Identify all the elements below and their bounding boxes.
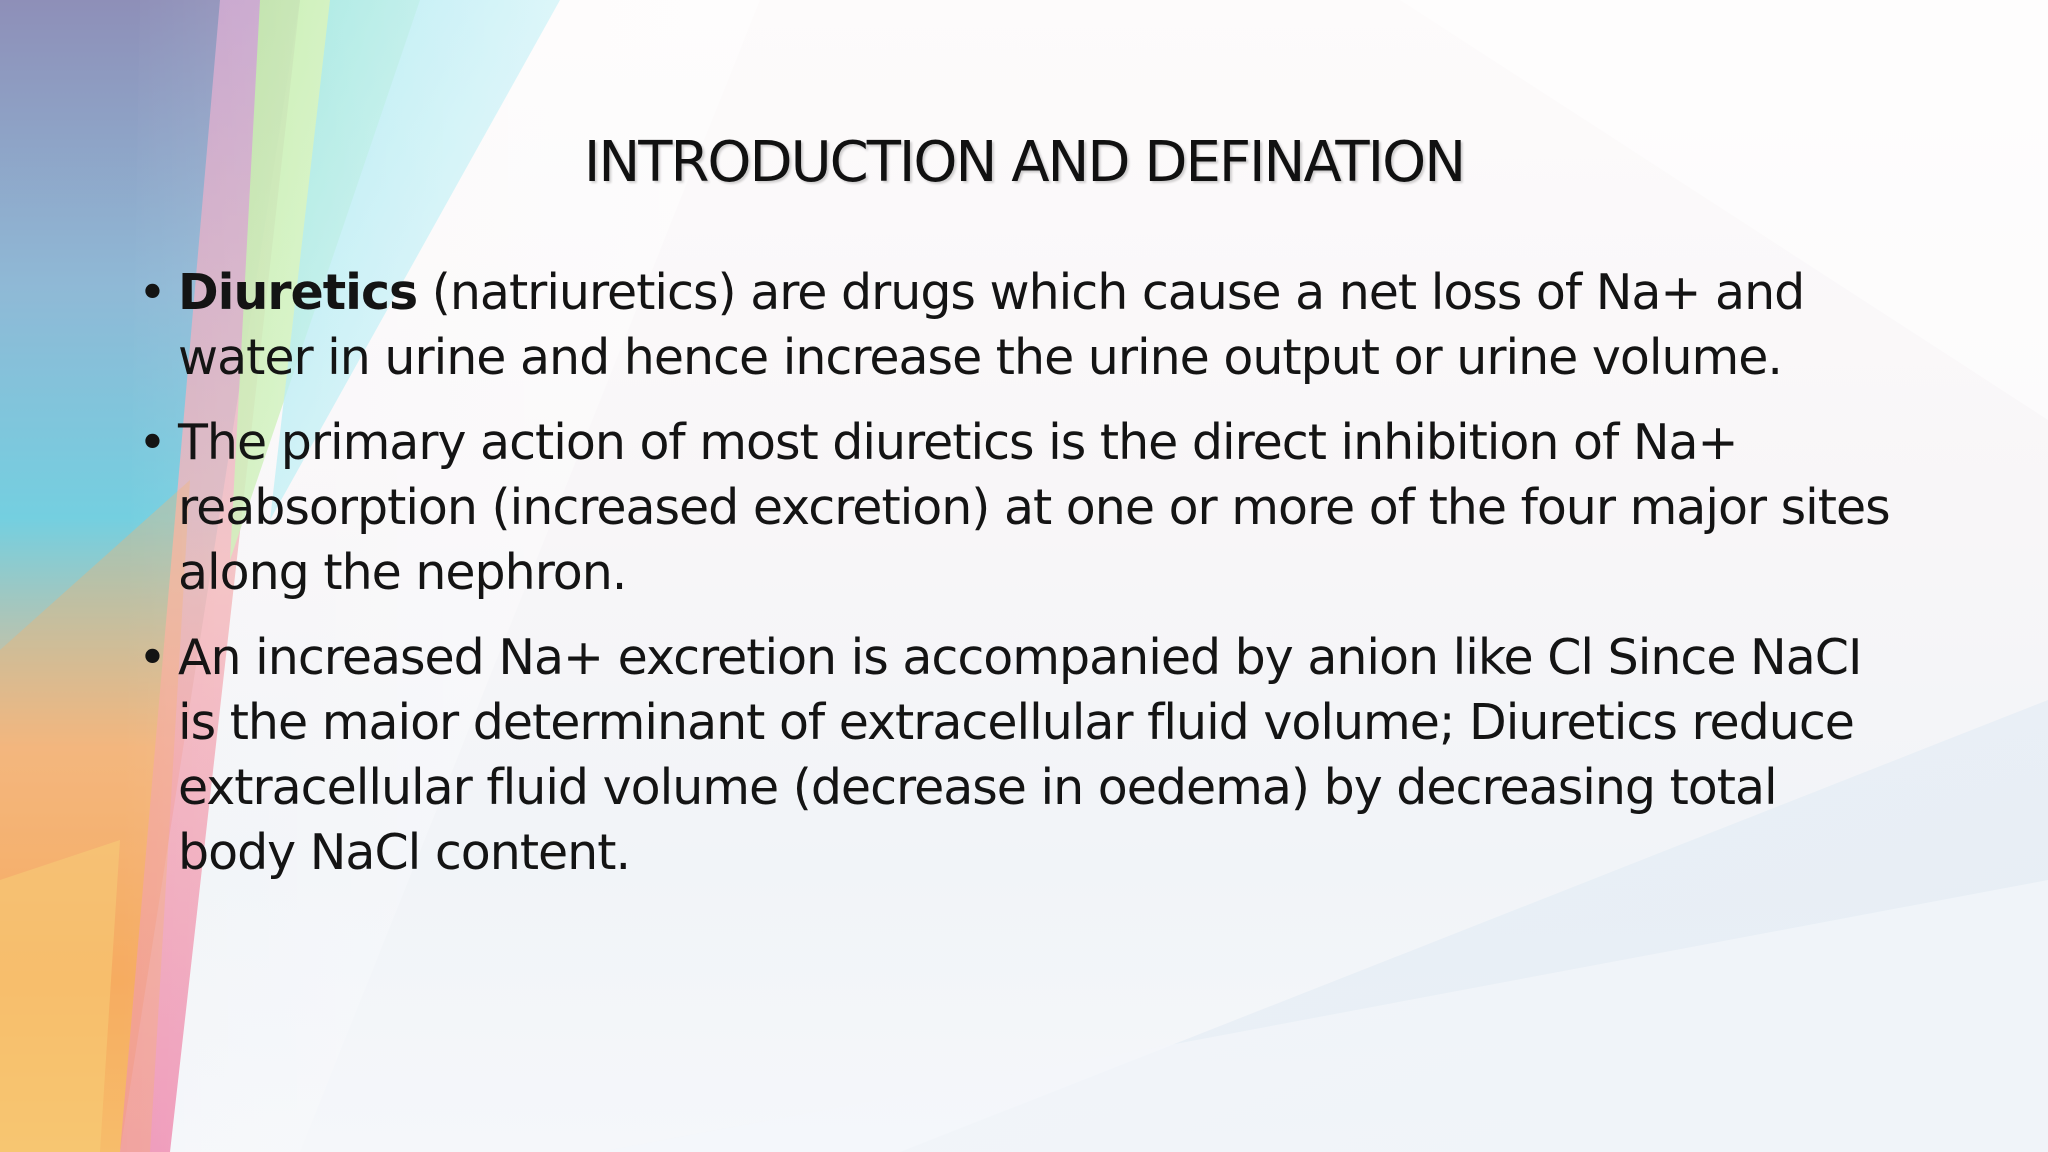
bullet-dot-icon: • [138,629,166,686]
bullet-item-diuretics-definition [138,260,1898,390]
bullet-list [138,260,1898,905]
bullet-text: An increased Na+ excretion is accompanied by anion like Cl Since NaCI is the maior determinant of extracellular fluid volume; Diuretics reduce extracellular fluid volume (decrease in oedema) by decreasing total body NaCl content. [178,629,1862,881]
bullet-item-primary-action [138,410,1898,605]
bullet-item-nacl-excretion [138,625,1898,885]
bullet-text: The primary action of most diuretics is the direct inhibition of Na+ reabsorption (increased excretion) at one or more of the four major sites along the nephron. [178,414,1890,601]
bullet-bold-term: Diuretics [178,264,418,321]
bullet-dot-icon: • [138,414,166,471]
bullet-text: (natriuretics) are drugs which cause a net loss of Na+ and water in urine and hence increase the urine output or urine volume. [178,264,1805,386]
slide-title: INTRODUCTION AND DEFINATION [583,130,1465,195]
bullet-dot-icon: • [138,264,166,321]
